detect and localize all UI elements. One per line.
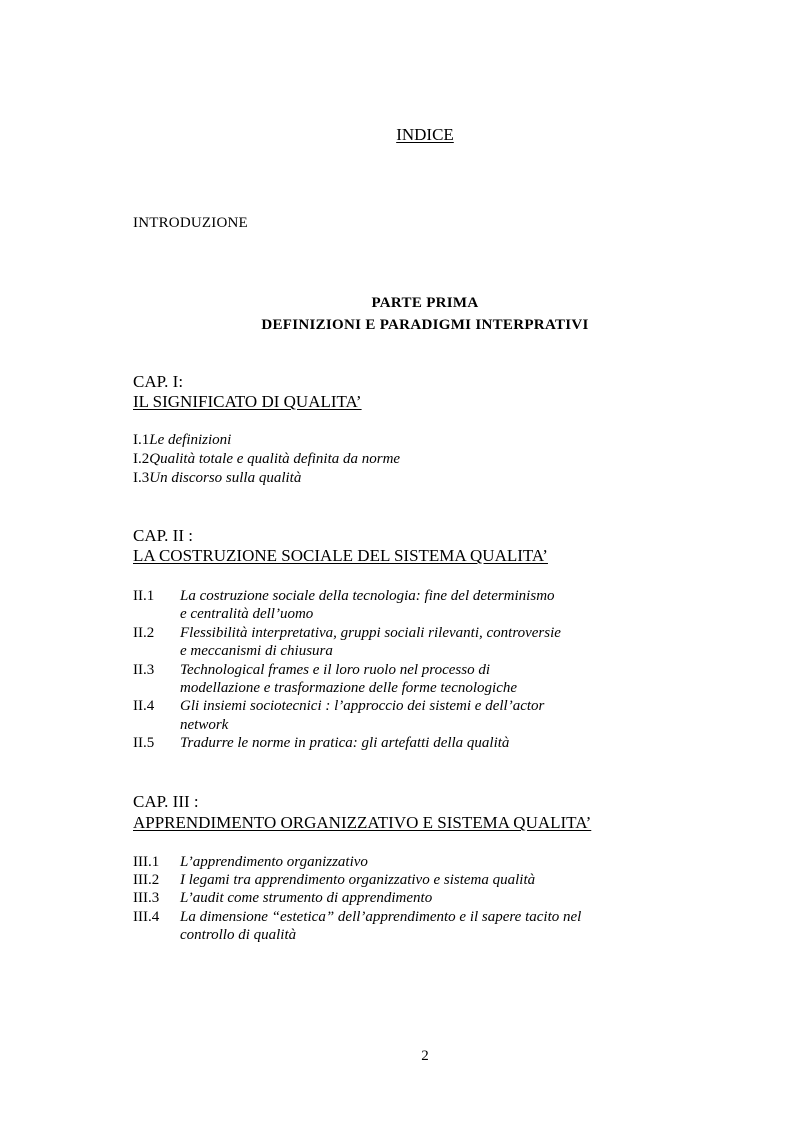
entry-continuation: controllo di qualità <box>180 927 297 943</box>
chapter-3-label: CAP. III : <box>133 792 199 811</box>
entry-number: III.4 <box>133 909 160 925</box>
entry-number: II.3 <box>133 662 155 678</box>
entry-number: I.2 <box>133 451 150 467</box>
entry-text: Tradurre le norme in pratica: gli artefatti della qualità <box>180 735 510 751</box>
entry-number: II.4 <box>133 698 155 714</box>
toc-entry <box>133 889 433 907</box>
entry-text: Gli insiemi sociotecnici : l’approccio dei sistemi e dell’actor <box>180 698 545 714</box>
entry-number: II.2 <box>133 625 155 641</box>
toc-entry <box>133 853 368 871</box>
entry-text: L’audit come strumento di apprendimento <box>180 890 433 906</box>
toc-entry <box>133 624 561 642</box>
entry-number: III.2 <box>133 872 160 888</box>
entry-text: La dimensione “estetica” dell’apprendimento e il sapere tacito nel <box>180 909 582 925</box>
toc-entry <box>133 734 510 752</box>
entry-text: I legami tra apprendimento organizzativo e sistema qualità <box>180 872 536 888</box>
chapter-1-title: IL SIGNIFICATO DI QUALITA’ <box>133 392 362 411</box>
entry-number: I.1 <box>133 432 150 448</box>
toc-entry <box>133 697 545 715</box>
entry-text: Le definizioni <box>149 432 232 448</box>
entry-text: L’apprendimento organizzativo <box>180 854 368 870</box>
toc-entry <box>133 469 301 487</box>
chapter-1-label: CAP. I: <box>133 372 184 391</box>
entry-continuation: e meccanismi di chiusura <box>180 643 333 659</box>
toc-entry <box>133 450 400 468</box>
toc-entry <box>133 908 582 926</box>
part-heading: PARTE PRIMA <box>371 295 479 311</box>
introduction-heading: INTRODUZIONE <box>133 215 248 231</box>
entry-number: II.1 <box>133 588 155 604</box>
entry-number: I.3 <box>133 470 150 486</box>
part-subtitle: DEFINIZIONI E PARADIGMI INTERPRATIVI <box>261 317 589 333</box>
toc-entry <box>133 431 231 449</box>
entry-number: II.5 <box>133 735 155 751</box>
entry-continuation: network <box>180 717 229 733</box>
index-title: INDICE <box>396 125 454 144</box>
entry-text: La costruzione sociale della tecnologia: fine del determinismo <box>180 588 555 604</box>
toc-entry <box>133 871 536 889</box>
entry-number: III.3 <box>133 890 160 906</box>
chapter-3-title: APPRENDIMENTO ORGANIZZATIVO E SISTEMA QUALITA’ <box>133 813 592 832</box>
chapter-2-label: CAP. II : <box>133 526 193 545</box>
entry-text: Un discorso sulla qualità <box>149 470 302 486</box>
page-number: 2 <box>421 1048 429 1064</box>
entry-text: Qualità totale e qualità definita da norme <box>149 451 401 467</box>
entry-text: Technological frames e il loro ruolo nel processo di <box>180 662 490 678</box>
chapter-2-title: LA COSTRUZIONE SOCIALE DEL SISTEMA QUALITA’ <box>133 546 548 565</box>
entry-number: III.1 <box>133 854 160 870</box>
toc-entry <box>133 587 555 605</box>
entry-continuation: e centralità dell’uomo <box>180 606 314 622</box>
entry-continuation: modellazione e trasformazione delle forme tecnologiche <box>180 680 518 696</box>
toc-entry <box>133 661 490 679</box>
entry-text: Flessibilità interpretativa, gruppi sociali rilevanti, controversie <box>180 625 561 641</box>
